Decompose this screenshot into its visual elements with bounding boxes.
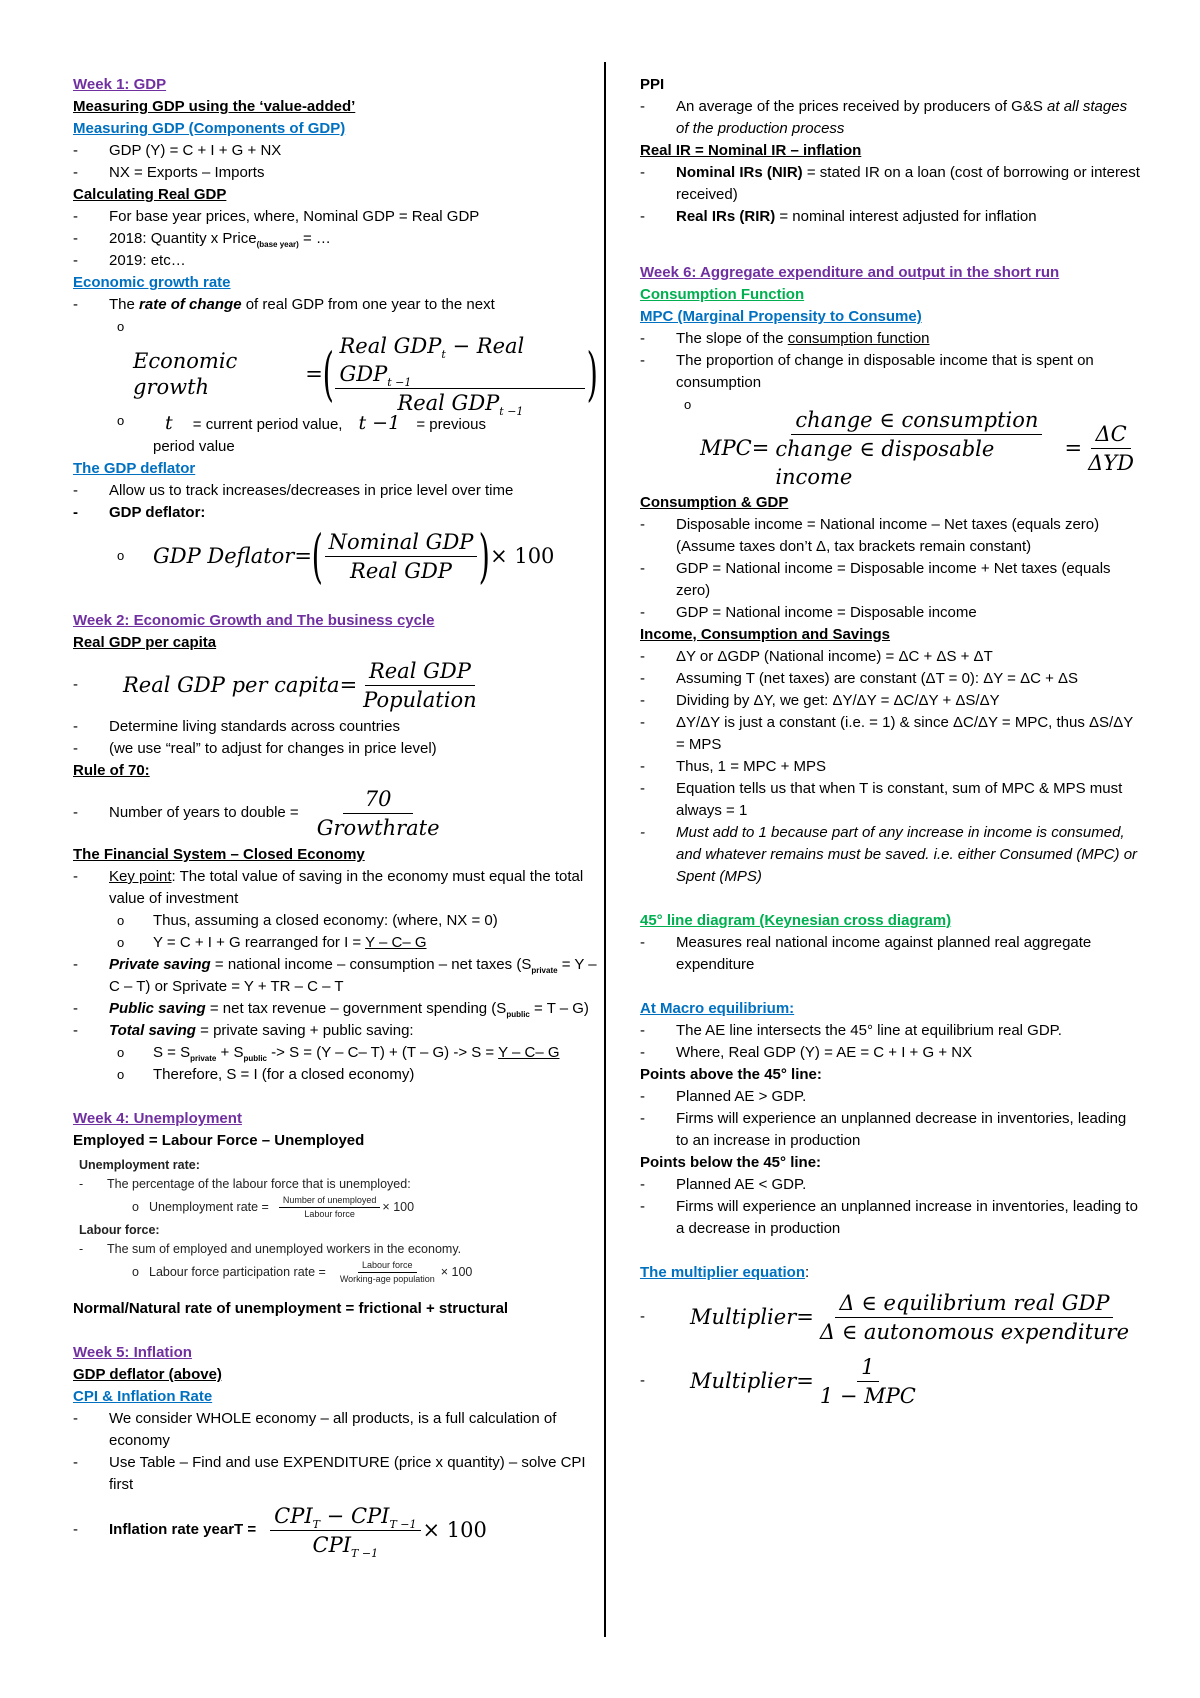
unemployment-definitions: [79, 1156, 598, 1286]
list-item: - The slope of the consumption function: [640, 328, 1140, 350]
left-column: [73, 74, 598, 1564]
macro-equilibrium-heading: At Macro equilibrium:: [640, 1000, 795, 1017]
week6-heading: Week 6: Aggregate expenditure and output in the short run: [640, 264, 1060, 281]
list-item: - We consider WHOLE economy – all products, is a full calculation of economy: [73, 1408, 598, 1452]
rule-of-70-formula: - Number of years to double = $\frac{70}{\text{Growthrate}}$: [73, 786, 440, 840]
list-item: - Private saving = national income – consumption – net taxes $(S_{private} = Y - C - T)$ or Sprivate = Y + TR – C – T: [73, 954, 598, 998]
list-item: - 2019: etc…: [73, 250, 598, 272]
list-item: - Assuming T (net taxes) are constant (ΔT = 0): ΔY = ΔC + ΔS: [640, 668, 1140, 690]
per-capita-heading: Real GDP per capita: [73, 634, 217, 651]
week2-heading: Week 2: Economic Growth and The business cycle: [73, 612, 435, 629]
list-item: - GDP = National income = Disposable income: [640, 602, 1140, 624]
mpc-heading: MPC (Marginal Propensity to Consume): [640, 308, 922, 325]
consumption-gdp-heading: Consumption & GDP: [640, 494, 789, 511]
per-capita-formula: - Real GDP per capita= $\frac{\text{Real GDP}}{\text{Population}}$: [73, 658, 477, 712]
list-item: - GDP = National income = Disposable income + Net taxes (equals zero): [640, 558, 1140, 602]
growth-rate-heading: Economic growth rate: [73, 274, 231, 291]
column-divider: [604, 62, 606, 1637]
financial-system-heading: The Financial System – Closed Economy: [73, 846, 365, 863]
list-item: - Equation tells us that when T is constant, sum of MPC & MPS must always = 1: [640, 778, 1140, 822]
list-item: - Measures real national income against planned real aggregate expenditure: [640, 932, 1140, 976]
right-column: [640, 74, 1140, 1414]
sub-list-item: o $S = S_{private} + S_{public} -> S = (Y - C-$ T) + (T – G) -> S = Y – C– G: [73, 1042, 598, 1064]
sub-list-item: o Therefore, S = I (for a closed economy): [73, 1064, 598, 1086]
week4-heading: Week 4: Unemployment: [73, 1110, 242, 1127]
week5-heading: Week 5: Inflation: [73, 1344, 192, 1361]
list-item: - The percentage of the labour force that is unemployed:: [79, 1175, 598, 1194]
list-item: - For base year prices, where, Nominal GDP = Real GDP: [73, 206, 598, 228]
list-item: - Key point: The total value of saving in the economy must equal the total value of investment: [73, 866, 598, 910]
mpc-formula: MPC = $\frac{\text{change ∈ consumption}}{\text{change ∈ disposable income}}$ = $\frac{\Delta C}{\text{ΔYD}}$: [700, 407, 1134, 489]
value-added-heading: Measuring GDP using the ‘value-added’: [73, 98, 356, 115]
list-item: - ΔY or ΔGDP (National income) = ΔC + ΔS + ΔT: [640, 646, 1140, 668]
sub-list-item: o Y = C + I + G rearranged for I = Y – C– G: [73, 932, 598, 954]
sub-list-item: [73, 316, 598, 338]
sub-list-item: o Thus, assuming a closed economy: (where, NX = 0): [73, 910, 598, 932]
gdp-deflator-formula: o GDP Deflator= ( $\frac{\text{Nominal GDP}}{\text{Real GDP}}$ ) × 100: [117, 522, 555, 590]
sub-list-item: period value: [153, 438, 235, 455]
consumption-function-heading: Consumption Function: [640, 286, 805, 303]
list-item: - 2018: Quantity x Price$_{(base year)}$ = …: [73, 228, 598, 250]
list-item: - Must add to 1 because part of any increase in income is consumed, and whatever remains must be saved. i.e. either Consumed (MPC) or Spent (MPS): [640, 822, 1140, 888]
list-item: - Dividing by ΔY, we get: ΔY/ΔY = ΔC/ΔY + ΔS/ΔY: [640, 690, 1140, 712]
natural-rate-definition: Normal/Natural rate of unemployment = frictional + structural: [73, 1300, 509, 1317]
list-item: - Firms will experience an unplanned increase in inventories, leading to a decrease in production: [640, 1196, 1140, 1240]
list-item: - The AE line intersects the 45° line at equilibrium real GDP.: [640, 1020, 1140, 1042]
list-item: - GDP deflator:: [73, 502, 598, 524]
sub-list-item: o t = current period value, t −1 = previous: [73, 410, 598, 436]
gdp-deflator-heading: The GDP deflator: [73, 460, 196, 477]
list-item: - Planned AE < GDP.: [640, 1174, 1140, 1196]
unemployment-rate-heading: Unemployment rate:: [79, 1158, 200, 1172]
list-item: - Use Table – Find and use EXPENDITURE (price x quantity) – solve CPI first: [73, 1452, 598, 1496]
list-item: - Nominal IRs (NIR) = stated IR on a loan (cost of borrowing or interest received): [640, 162, 1140, 206]
list-item: - GDP (Y) = C + I + G + NX: [73, 140, 598, 162]
multiplier-formula: - Multiplier= $\frac{\text{Δ ∈ equilibrium real GDP}}{\text{Δ ∈ autonomous expenditure}}$: [640, 1290, 1130, 1344]
inflation-rate-formula: - Inflation rate yearT = $\frac{CPI_T - CPI_{T -1}}{CPI_{T -1}}$ × 100: [73, 1503, 487, 1560]
points-below-heading: Points below the 45° line:: [640, 1154, 822, 1171]
list-item: - The proportion of change in disposable income that is spent on consumption: [640, 350, 1140, 394]
multiplier-mpc-formula: - Multiplier= $\frac{1}{\text{1 − MPC}}$: [640, 1354, 916, 1408]
list-item: - The rate of change of real GDP from one year to the next: [73, 294, 598, 316]
real-ir-heading: Real IR = Nominal IR – inflation: [640, 142, 862, 159]
real-gdp-heading: Calculating Real GDP: [73, 186, 227, 203]
list-item: - Total saving = private saving + public saving:: [73, 1020, 598, 1042]
keynesian-cross-heading: 45° line diagram (Keynesian cross diagram): [640, 912, 952, 929]
list-item: - Where, Real GDP (Y) = AE = C + I + G + NX: [640, 1042, 1140, 1064]
deflator-above-heading: GDP deflator (above): [73, 1366, 222, 1383]
list-item: - Planned AE > GDP.: [640, 1086, 1140, 1108]
sub-list-item: [640, 394, 1140, 416]
list-item: - Public saving = net tax revenue – government spending $(S_{public} = T - G)$: [73, 998, 598, 1020]
list-item: - ΔY/ΔY is just a constant (i.e. = 1) & since ΔC/ΔY = MPC, thus ΔS/ΔY = MPS: [640, 712, 1140, 756]
income-consumption-savings-heading: Income, Consumption and Savings: [640, 626, 891, 643]
components-heading: Measuring GDP (Components of GDP): [73, 120, 346, 137]
list-item: - Firms will experience an unplanned decrease in inventories, leading to an increase in production: [640, 1108, 1140, 1152]
list-item: - An average of the prices received by producers of G&S at all stages of the production process: [640, 96, 1140, 140]
list-item: - (we use “real” to adjust for changes in price level): [73, 738, 598, 760]
participation-rate-formula: o Labour force participation rate = $\frac{\text{Labour force}}{\text{Working-age population}}$ × 100: [132, 1260, 473, 1284]
list-item: - Real IRs (RIR) = nominal interest adjusted for inflation: [640, 206, 1140, 228]
list-item: - Thus, 1 = MPC + MPS: [640, 756, 1140, 778]
multiplier-heading: The multiplier equation:: [640, 1264, 810, 1281]
economic-growth-formula: Economic growth = ( $\frac{Real GDP_t - Real GDP_{t -1}}{Real GDP_{t -1}}$ ): [133, 333, 599, 418]
list-item: - The sum of employed and unemployed workers in the economy.: [79, 1240, 598, 1259]
rule-of-70-heading: Rule of 70:: [73, 762, 150, 779]
labour-force-heading: Labour force:: [79, 1223, 160, 1237]
week1-heading: Week 1: GDP: [73, 76, 167, 93]
list-item: - Determine living standards across countries: [73, 716, 598, 738]
employed-definition: Employed = Labour Force – Unemployed: [73, 1132, 365, 1149]
list-item: - NX = Exports – Imports: [73, 162, 598, 184]
cpi-heading: CPI & Inflation Rate: [73, 1388, 213, 1405]
ppi-heading: PPI: [640, 76, 665, 93]
points-above-heading: Points above the 45° line:: [640, 1066, 822, 1083]
list-item: - Disposable income = National income – Net taxes (equals zero) (Assume taxes don’t Δ, tax brackets remain constant): [640, 514, 1140, 558]
unemployment-rate-formula: o Unemployment rate = $\frac{\text{Number of unemployed}}{\text{Labour force}}$ × 100: [132, 1195, 415, 1219]
list-item: - Allow us to track increases/decreases in price level over time: [73, 480, 598, 502]
